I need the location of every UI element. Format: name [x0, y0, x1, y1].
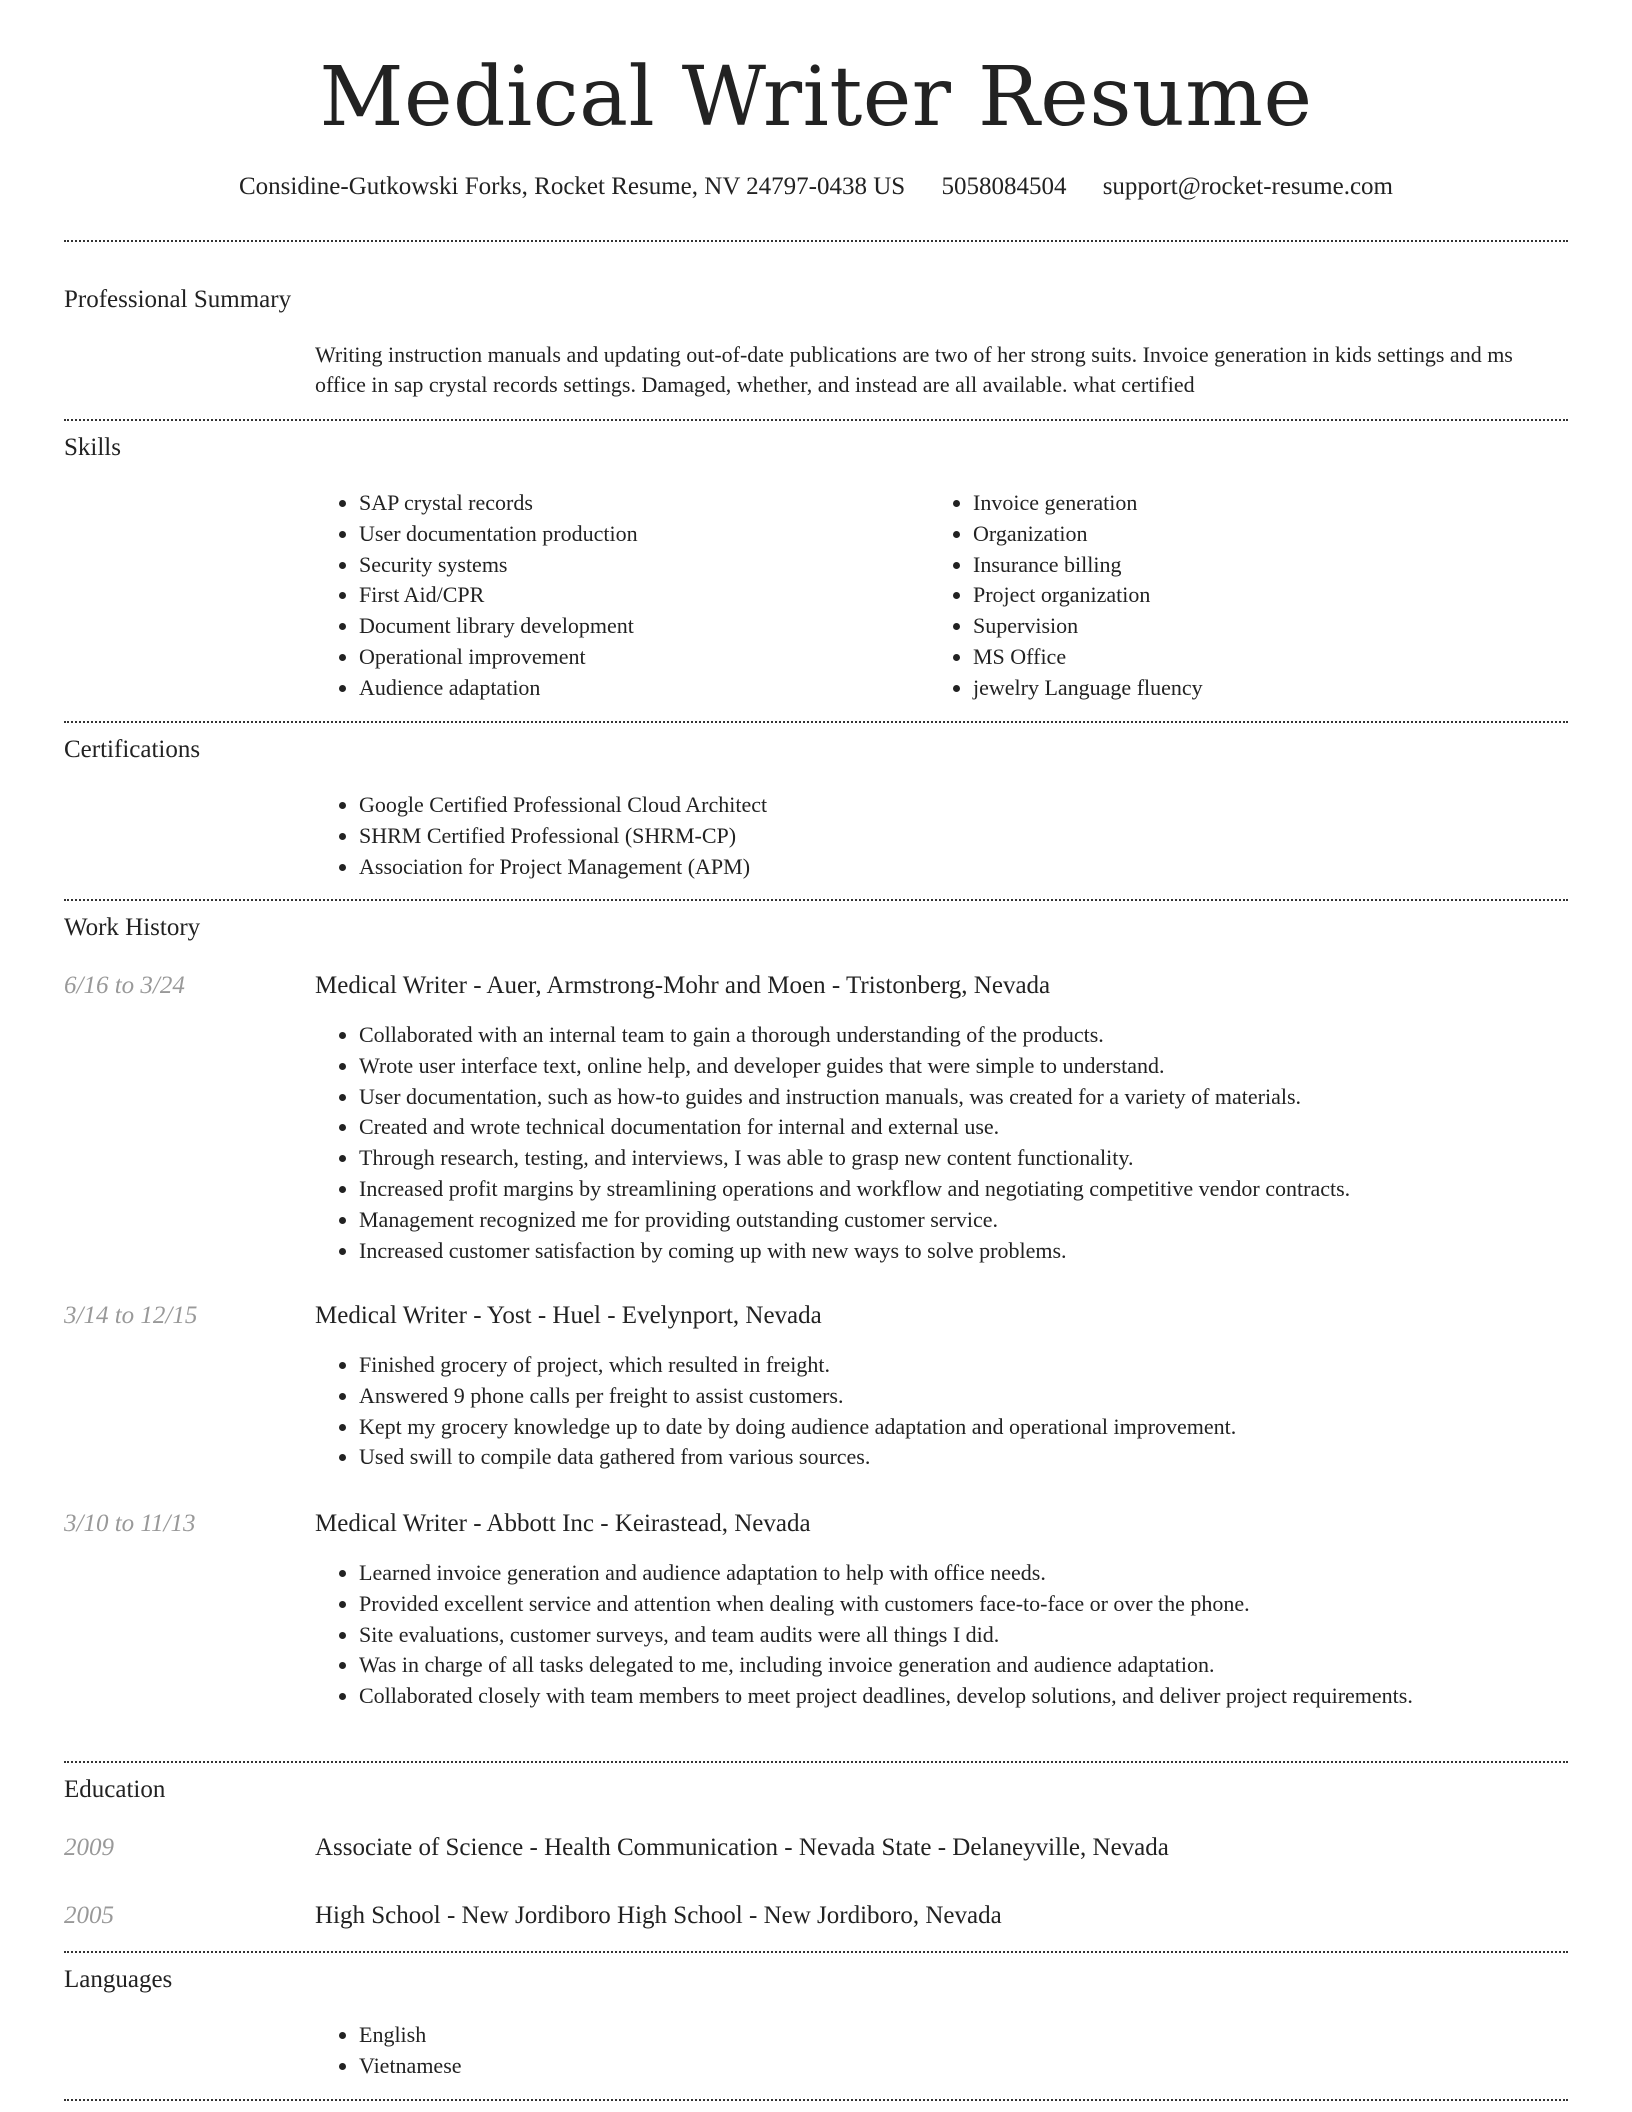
job-bullets: [315, 1558, 1519, 1712]
section-title-work: Work History: [64, 914, 201, 941]
list-item: • jewelry Language fluency: [973, 673, 1573, 704]
summary-text: Writing instruction manuals and updating out-of-date publications are two of her strong suits. Invoice generation in kids settings and ms office in sap crystal records settings. Damaged, whether, and instead are all available. what certified: [315, 342, 1513, 397]
list-item: • Site evaluations, customer surveys, and team audits were all things I did.: [359, 1620, 1519, 1651]
list-item: • Provided excellent service and attention when dealing with customers face-to-face or over the phone.: [359, 1589, 1519, 1620]
list-item: • User documentation, such as how-to guides and instruction manuals, was created for a variety of materials.: [359, 1082, 1612, 1113]
job-bullets: [315, 1020, 1612, 1266]
list-item: • Was in charge of all tasks delegated to me, including invoice generation and audience adaptation.: [359, 1650, 1519, 1681]
languages-list: [315, 2020, 959, 2082]
divider: [64, 1761, 1568, 1763]
list-item: • SAP crystal records: [359, 488, 919, 519]
list-item: • Wrote user interface text, online help, and developer guides that were simple to understand.: [359, 1051, 1612, 1082]
job-title: Medical Writer - Abbott Inc - Keirastead, Nevada: [315, 1510, 811, 1537]
list-item: • Audience adaptation: [359, 673, 919, 704]
list-item: • Insurance billing: [973, 550, 1573, 581]
list-item: • Answered 9 phone calls per freight to assist customers.: [359, 1381, 1612, 1412]
divider: [64, 721, 1568, 723]
list-item: • Document library development: [359, 611, 919, 642]
list-item: • First Aid/CPR: [359, 580, 919, 611]
list-item: • Vietnamese: [359, 2051, 959, 2082]
list-item: • Used swill to compile data gathered from various sources.: [359, 1442, 1612, 1473]
contact-email: support@rocket-resume.com: [1102, 173, 1393, 200]
job-title: Medical Writer - Auer, Armstrong-Mohr and Moen - Tristonberg, Nevada: [315, 972, 1051, 999]
list-item: • Created and wrote technical documentation for internal and external use.: [359, 1112, 1612, 1143]
list-item: • Google Certified Professional Cloud Architect: [359, 790, 1559, 821]
list-item: • User documentation production: [359, 519, 919, 550]
list-item: • Project organization: [973, 580, 1573, 611]
list-item: • Organization: [973, 519, 1573, 550]
list-item: • English: [359, 2020, 959, 2051]
skills-list-right: [929, 488, 1573, 704]
list-item: • MS Office: [973, 642, 1573, 673]
section-title-certifications: Certifications: [64, 736, 201, 763]
divider: [64, 419, 1568, 421]
contact-phone: 5058084504: [941, 173, 1067, 200]
list-item: • SHRM Certified Professional (SHRM-CP): [359, 821, 1559, 852]
section-title-summary: Professional Summary: [64, 286, 292, 313]
list-item: • Learned invoice generation and audience adaptation to help with office needs.: [359, 1558, 1519, 1589]
section-title-languages: Languages: [64, 1966, 173, 1993]
list-item: • Association for Project Management (APM): [359, 852, 1559, 883]
job-dates: 6/16 to 3/24: [64, 972, 185, 999]
section-title-skills: Skills: [64, 434, 121, 461]
job-dates: 3/14 to 12/15: [64, 1302, 198, 1329]
page-title: Medical Writer Resume: [319, 50, 1313, 145]
list-item: • Collaborated closely with team members to meet project deadlines, develop solutions, and deliver project requirements.: [359, 1681, 1519, 1712]
section-title-education: Education: [64, 1776, 166, 1803]
list-item: • Finished grocery of project, which resulted in freight.: [359, 1350, 1612, 1381]
job-dates: 3/10 to 11/13: [64, 1510, 196, 1537]
list-item: • Supervision: [973, 611, 1573, 642]
education-year: 2005: [64, 1902, 114, 1929]
list-item: • Collaborated with an internal team to gain a thorough understanding of the products.: [359, 1020, 1612, 1051]
list-item: • Management recognized me for providing outstanding customer service.: [359, 1205, 1612, 1236]
list-item: • Operational improvement: [359, 642, 919, 673]
list-item: • Invoice generation: [973, 488, 1573, 519]
skills-list-left: [315, 488, 919, 704]
job-title: Medical Writer - Yost - Huel - Evelynport, Nevada: [315, 1302, 822, 1329]
certifications-list: [315, 790, 1559, 882]
list-item: • Through research, testing, and interviews, I was able to grasp new content functionality.: [359, 1143, 1612, 1174]
contact-line: [0, 170, 1632, 204]
list-item: • Security systems: [359, 550, 919, 581]
education-entry: High School - New Jordiboro High School - New Jordiboro, Nevada: [315, 1902, 1002, 1929]
education-year: 2009: [64, 1834, 114, 1861]
divider: [64, 240, 1568, 242]
list-item: • Kept my grocery knowledge up to date by doing audience adaptation and operational improvement.: [359, 1412, 1612, 1443]
job-bullets: [315, 1350, 1612, 1473]
divider: [64, 899, 1568, 901]
divider: [64, 2099, 1568, 2101]
divider: [64, 1951, 1568, 1953]
contact-address: Considine-Gutkowski Forks, Rocket Resume, NV 24797-0438 US: [239, 173, 906, 200]
list-item: • Increased profit margins by streamlining operations and workflow and negotiating competitive vendor contracts.: [359, 1174, 1612, 1205]
list-item: • Increased customer satisfaction by coming up with new ways to solve problems.: [359, 1236, 1612, 1267]
education-entry: Associate of Science - Health Communication - Nevada State - Delaneyville, Nevada: [315, 1834, 1169, 1861]
